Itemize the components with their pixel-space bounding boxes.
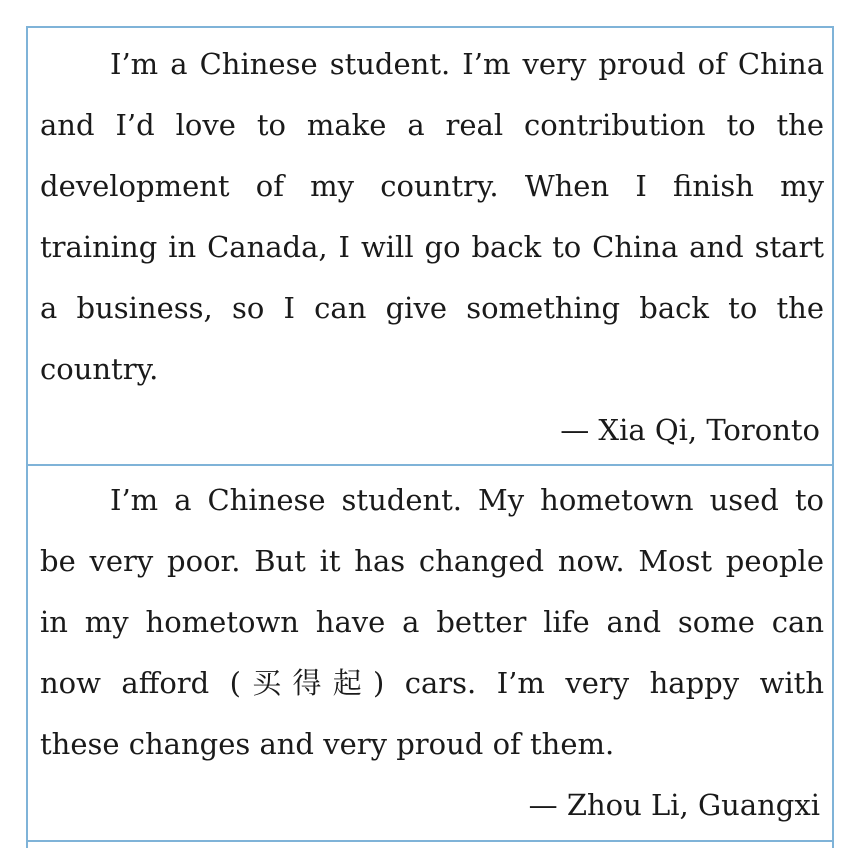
signature: — Zhou Li, Guangxi — [528, 788, 820, 822]
entry-box-xia-qi — [26, 26, 834, 466]
paragraph-line: and I’d love to make a real contribution to the — [40, 108, 824, 142]
paragraph-line: in my hometown have a better life and some can — [40, 605, 824, 639]
paragraph-line: I’m a Chinese student. I’m very proud of China — [110, 47, 824, 81]
paragraph-line: country. — [40, 352, 159, 386]
paragraph-line: training in Canada, I will go back to China and start — [40, 230, 824, 264]
paragraph-line: now afford (买得起) cars. I’m very happy with — [40, 666, 824, 700]
paragraph-line: development of my country. When I finish my — [40, 169, 824, 203]
entry-box-zhou-li — [26, 465, 834, 848]
paragraph-line: a business, so I can give something back to the — [40, 291, 824, 325]
paragraph-line: be very poor. But it has changed now. Most people — [40, 544, 824, 578]
paragraph-line: I’m a Chinese student. My hometown used to — [110, 483, 824, 517]
bottom-divider — [26, 840, 834, 842]
paragraph-line: these changes and very proud of them. — [40, 727, 615, 761]
signature: — Xia Qi, Toronto — [560, 413, 820, 447]
